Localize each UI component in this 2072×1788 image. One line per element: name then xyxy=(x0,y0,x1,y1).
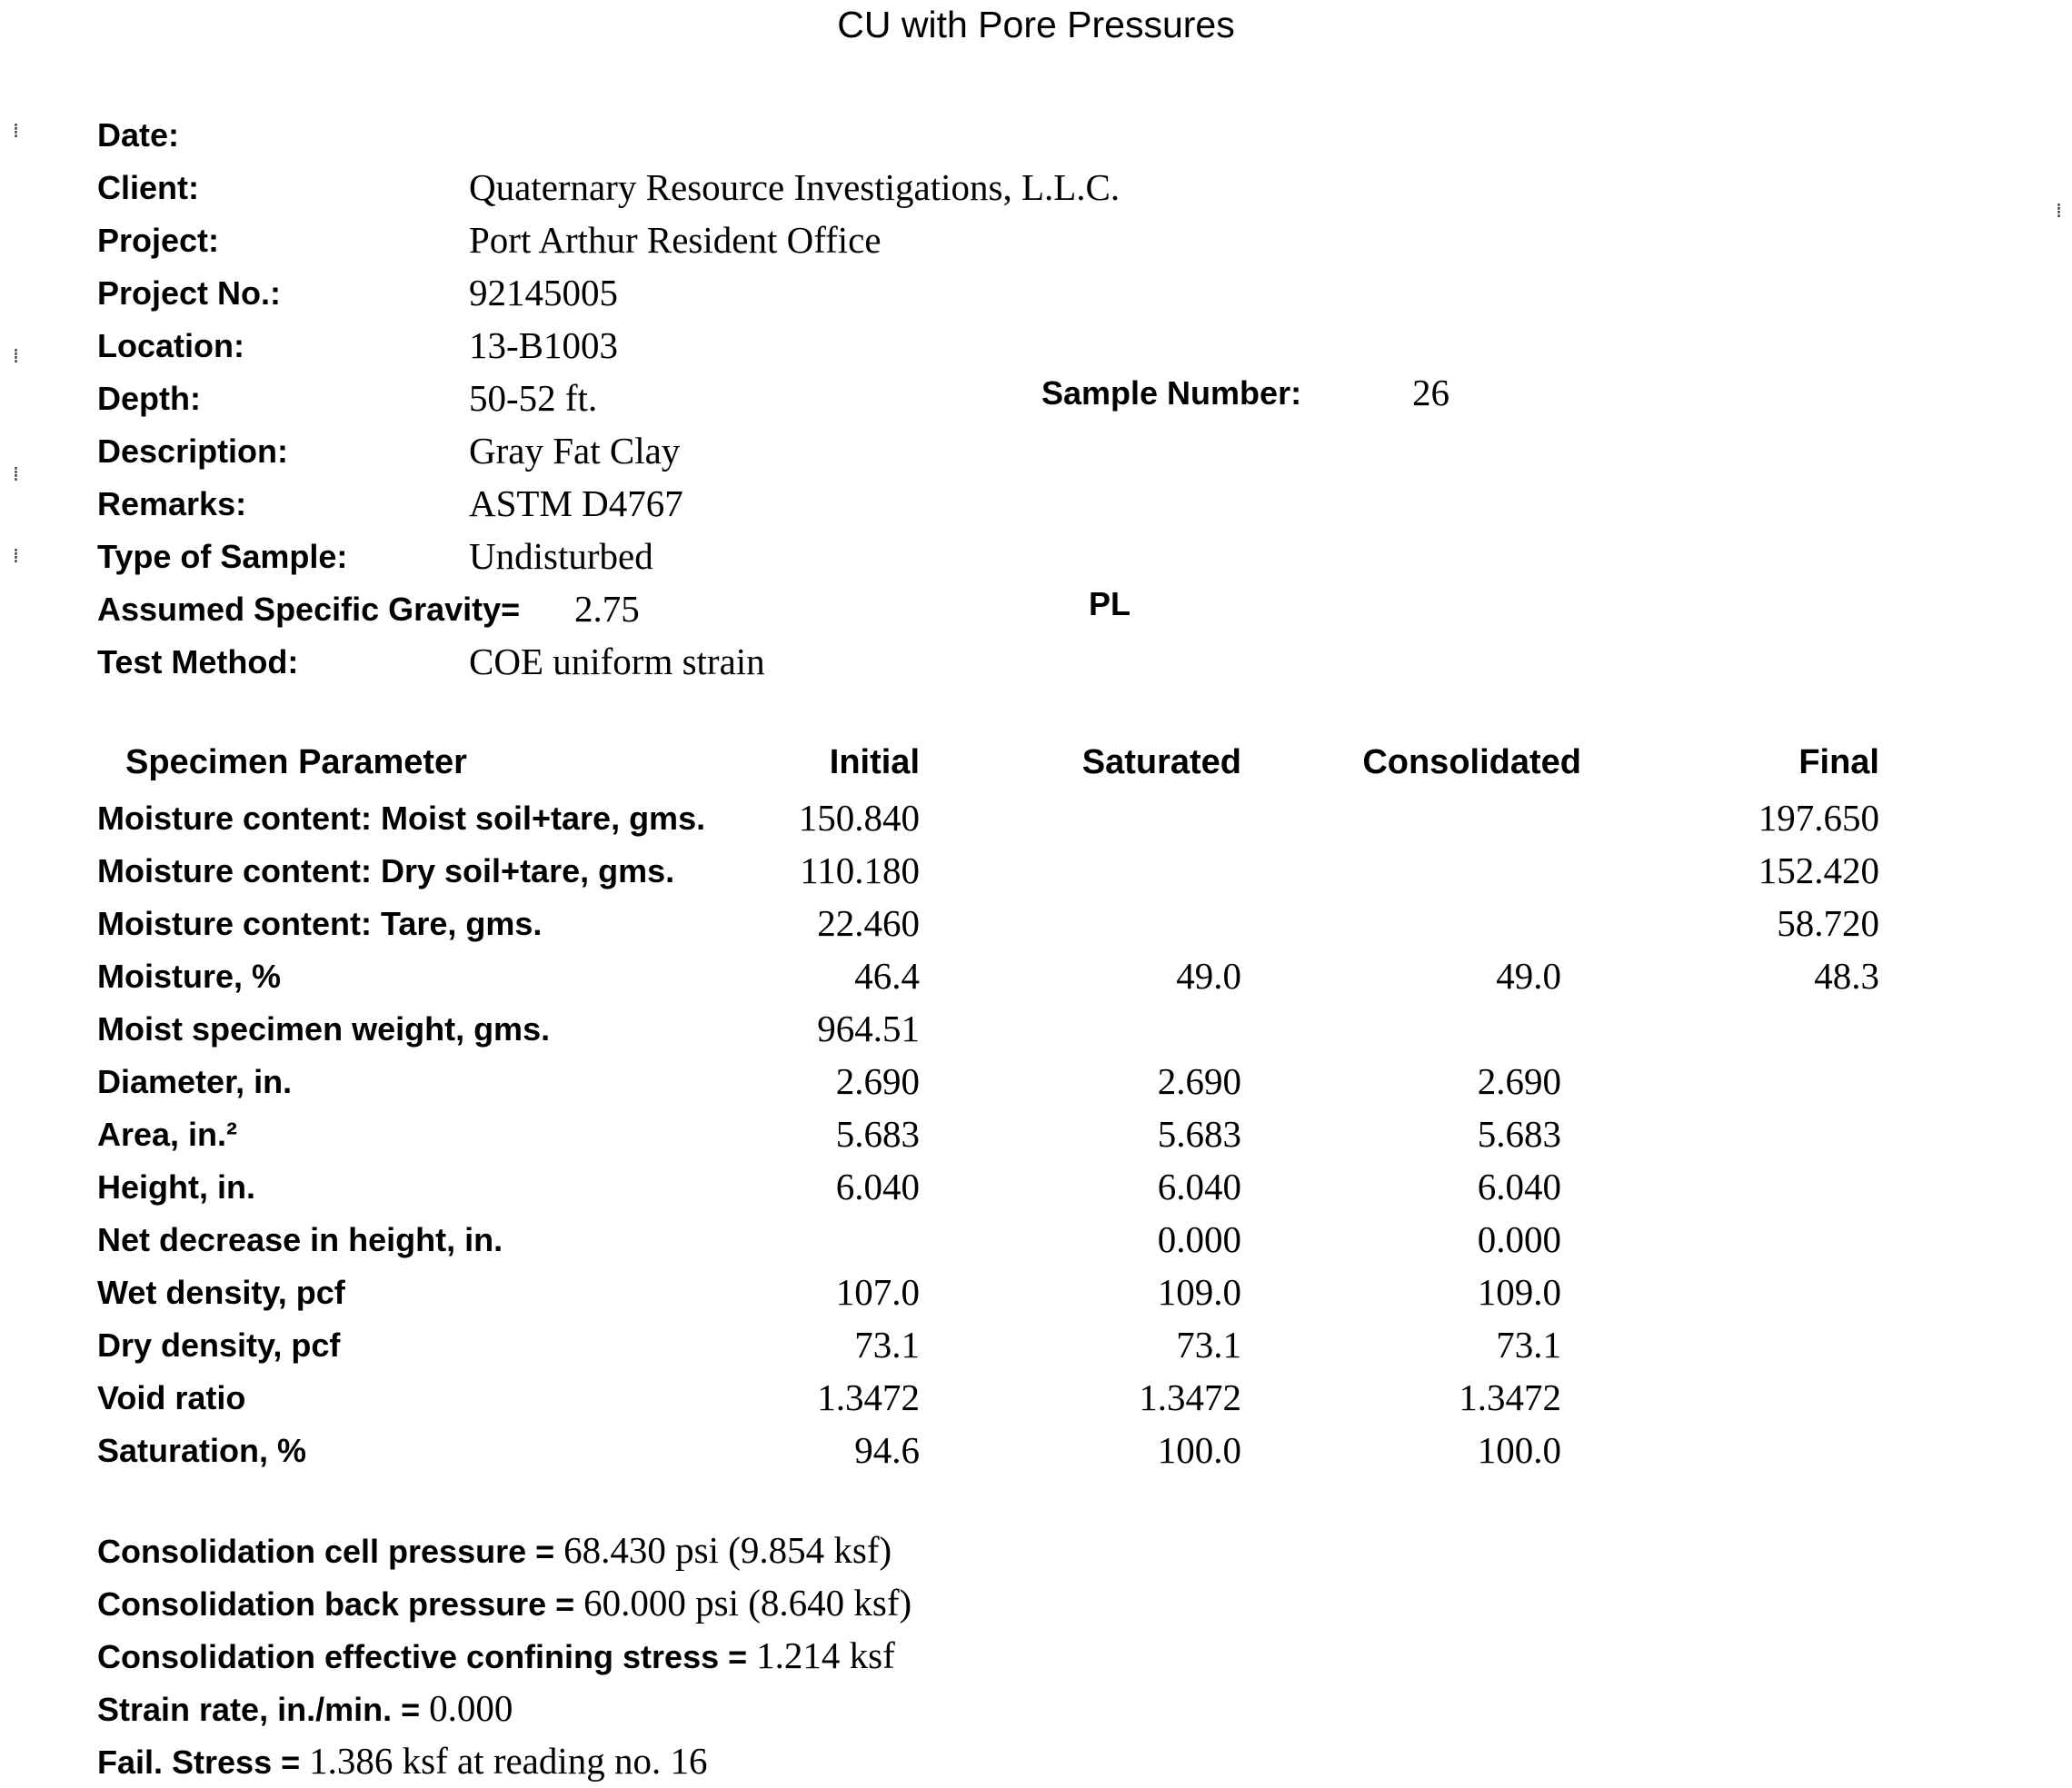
table-cell-consolidated: 6.040 xyxy=(1477,1166,1561,1207)
table-row-label: Moisture, % xyxy=(97,958,282,995)
info-value: COE uniform strain xyxy=(469,641,765,682)
info-label: Depth: xyxy=(97,380,201,417)
table-cell-final: 152.420 xyxy=(1758,849,1879,891)
table-cell-consolidated: 1.3472 xyxy=(1459,1376,1561,1418)
info-label: Project: xyxy=(97,222,220,259)
table-cell-saturated: 100.0 xyxy=(1157,1429,1241,1471)
info-label: Remarks: xyxy=(97,485,247,522)
info-value: ASTM D4767 xyxy=(469,482,683,524)
table-cell-saturated: 49.0 xyxy=(1176,955,1241,997)
table-row-label: Moisture content: Moist soil+tare, gms. xyxy=(97,800,706,837)
info-value: Port Arthur Resident Office xyxy=(469,219,882,261)
info-value: 13-B1003 xyxy=(469,324,618,366)
table-row-label: Moisture content: Dry soil+tare, gms. xyxy=(97,852,675,889)
info-label: Type of Sample: xyxy=(97,538,348,575)
info-label: Location: xyxy=(97,327,244,364)
info-value: Gray Fat Clay xyxy=(469,430,681,472)
summary-line xyxy=(97,1634,895,1677)
table-row-label: Dry density, pcf xyxy=(97,1326,341,1364)
summary-label: Consolidation effective confining stress = xyxy=(97,1638,757,1675)
table-cell-saturated: 0.000 xyxy=(1157,1218,1241,1260)
table-cell-saturated: 5.683 xyxy=(1157,1113,1241,1155)
table-cell-saturated: 2.690 xyxy=(1157,1060,1241,1102)
table-cell-initial: 46.4 xyxy=(854,955,920,997)
summary-line xyxy=(97,1581,911,1624)
table-row-label: Height, in. xyxy=(97,1168,255,1206)
info-value: 2.75 xyxy=(574,588,640,630)
table-cell-initial: 150.840 xyxy=(798,797,920,839)
summary-line xyxy=(97,1686,513,1730)
summary-value: 1.214 ksf xyxy=(756,1634,895,1676)
table-cell-initial: 964.51 xyxy=(817,1008,920,1049)
scan-artifact-mark: ⁞ xyxy=(2056,200,2062,223)
summary-label: Consolidation back pressure = xyxy=(97,1585,584,1623)
info-label: Description: xyxy=(97,432,289,470)
scan-artifact-mark: ⁞ xyxy=(13,463,19,486)
table-row-label: Wet density, pcf xyxy=(97,1274,345,1311)
table-cell-consolidated: 2.690 xyxy=(1477,1060,1561,1102)
table-row-label: Area, in.² xyxy=(97,1116,238,1153)
info-label: Date: xyxy=(97,116,180,154)
table-row-label: Void ratio xyxy=(97,1379,246,1416)
table-cell-saturated: 1.3472 xyxy=(1139,1376,1241,1418)
scan-artifact-mark: ⁞ xyxy=(13,545,19,568)
table-cell-consolidated: 100.0 xyxy=(1477,1429,1561,1471)
table-cell-initial: 5.683 xyxy=(835,1113,920,1155)
table-row-label: Moisture content: Tare, gms. xyxy=(97,905,543,942)
sample-number-label: Sample Number: xyxy=(1041,374,1302,412)
summary-value: 68.430 psi (9.854 ksf) xyxy=(563,1529,892,1571)
table-column-header: Initial xyxy=(829,743,920,781)
summary-value: 0.000 xyxy=(429,1687,513,1729)
table-cell-final: 58.720 xyxy=(1777,902,1879,944)
table-cell-initial: 110.180 xyxy=(800,849,920,891)
table-cell-saturated: 109.0 xyxy=(1157,1271,1241,1313)
scan-artifact-mark: ⁞ xyxy=(13,345,19,368)
summary-label: Fail. Stress = xyxy=(97,1743,310,1781)
info-value: 92145005 xyxy=(469,272,618,313)
table-cell-consolidated: 73.1 xyxy=(1496,1324,1561,1366)
summary-label: Strain rate, in./min. = xyxy=(97,1691,430,1728)
page-title: CU with Pore Pressures xyxy=(837,4,1235,45)
pl-label: PL xyxy=(1089,585,1131,622)
table-cell-saturated: 73.1 xyxy=(1176,1324,1241,1366)
info-value: 50-52 ft. xyxy=(469,377,598,419)
table-cell-initial: 73.1 xyxy=(854,1324,920,1366)
info-label: Project No.: xyxy=(97,274,282,312)
table-column-header: Specimen Parameter xyxy=(125,743,467,781)
table-cell-initial: 107.0 xyxy=(835,1271,920,1313)
summary-label: Consolidation cell pressure = xyxy=(97,1533,564,1570)
table-cell-consolidated: 0.000 xyxy=(1477,1218,1561,1260)
summary-line xyxy=(97,1528,892,1572)
table-row-label: Diameter, in. xyxy=(97,1063,293,1100)
info-value: Quaternary Resource Investigations, L.L.C. xyxy=(469,166,1121,208)
table-row-label: Net decrease in height, in. xyxy=(97,1221,503,1258)
table-cell-initial: 1.3472 xyxy=(817,1376,920,1418)
table-cell-consolidated: 5.683 xyxy=(1477,1113,1561,1155)
table-column-header: Final xyxy=(1798,743,1879,781)
info-label: Client: xyxy=(97,169,199,206)
info-value: Undisturbed xyxy=(469,535,653,577)
table-cell-final: 48.3 xyxy=(1814,955,1879,997)
summary-value: 1.386 ksf at reading no. 16 xyxy=(309,1740,708,1782)
table-cell-final: 197.650 xyxy=(1758,797,1879,839)
table-cell-initial: 94.6 xyxy=(854,1429,920,1471)
summary-value: 60.000 psi (8.640 ksf) xyxy=(583,1582,912,1624)
table-cell-consolidated: 109.0 xyxy=(1477,1271,1561,1313)
scan-artifact-mark: ⁞ xyxy=(13,120,19,143)
table-column-header: Consolidated xyxy=(1362,743,1581,781)
table-cell-saturated: 6.040 xyxy=(1157,1166,1241,1207)
table-column-header: Saturated xyxy=(1081,743,1241,781)
table-cell-initial: 2.690 xyxy=(835,1060,920,1102)
table-cell-initial: 6.040 xyxy=(835,1166,920,1207)
table-cell-consolidated: 49.0 xyxy=(1496,955,1561,997)
table-row-label: Saturation, % xyxy=(97,1432,307,1469)
info-label: Test Method: xyxy=(97,643,299,680)
sample-number-value: 26 xyxy=(1412,372,1449,413)
table-cell-initial: 22.460 xyxy=(817,902,920,944)
summary-line xyxy=(97,1739,708,1783)
table-row-label: Moist specimen weight, gms. xyxy=(97,1010,551,1048)
info-label: Assumed Specific Gravity= xyxy=(97,591,521,628)
